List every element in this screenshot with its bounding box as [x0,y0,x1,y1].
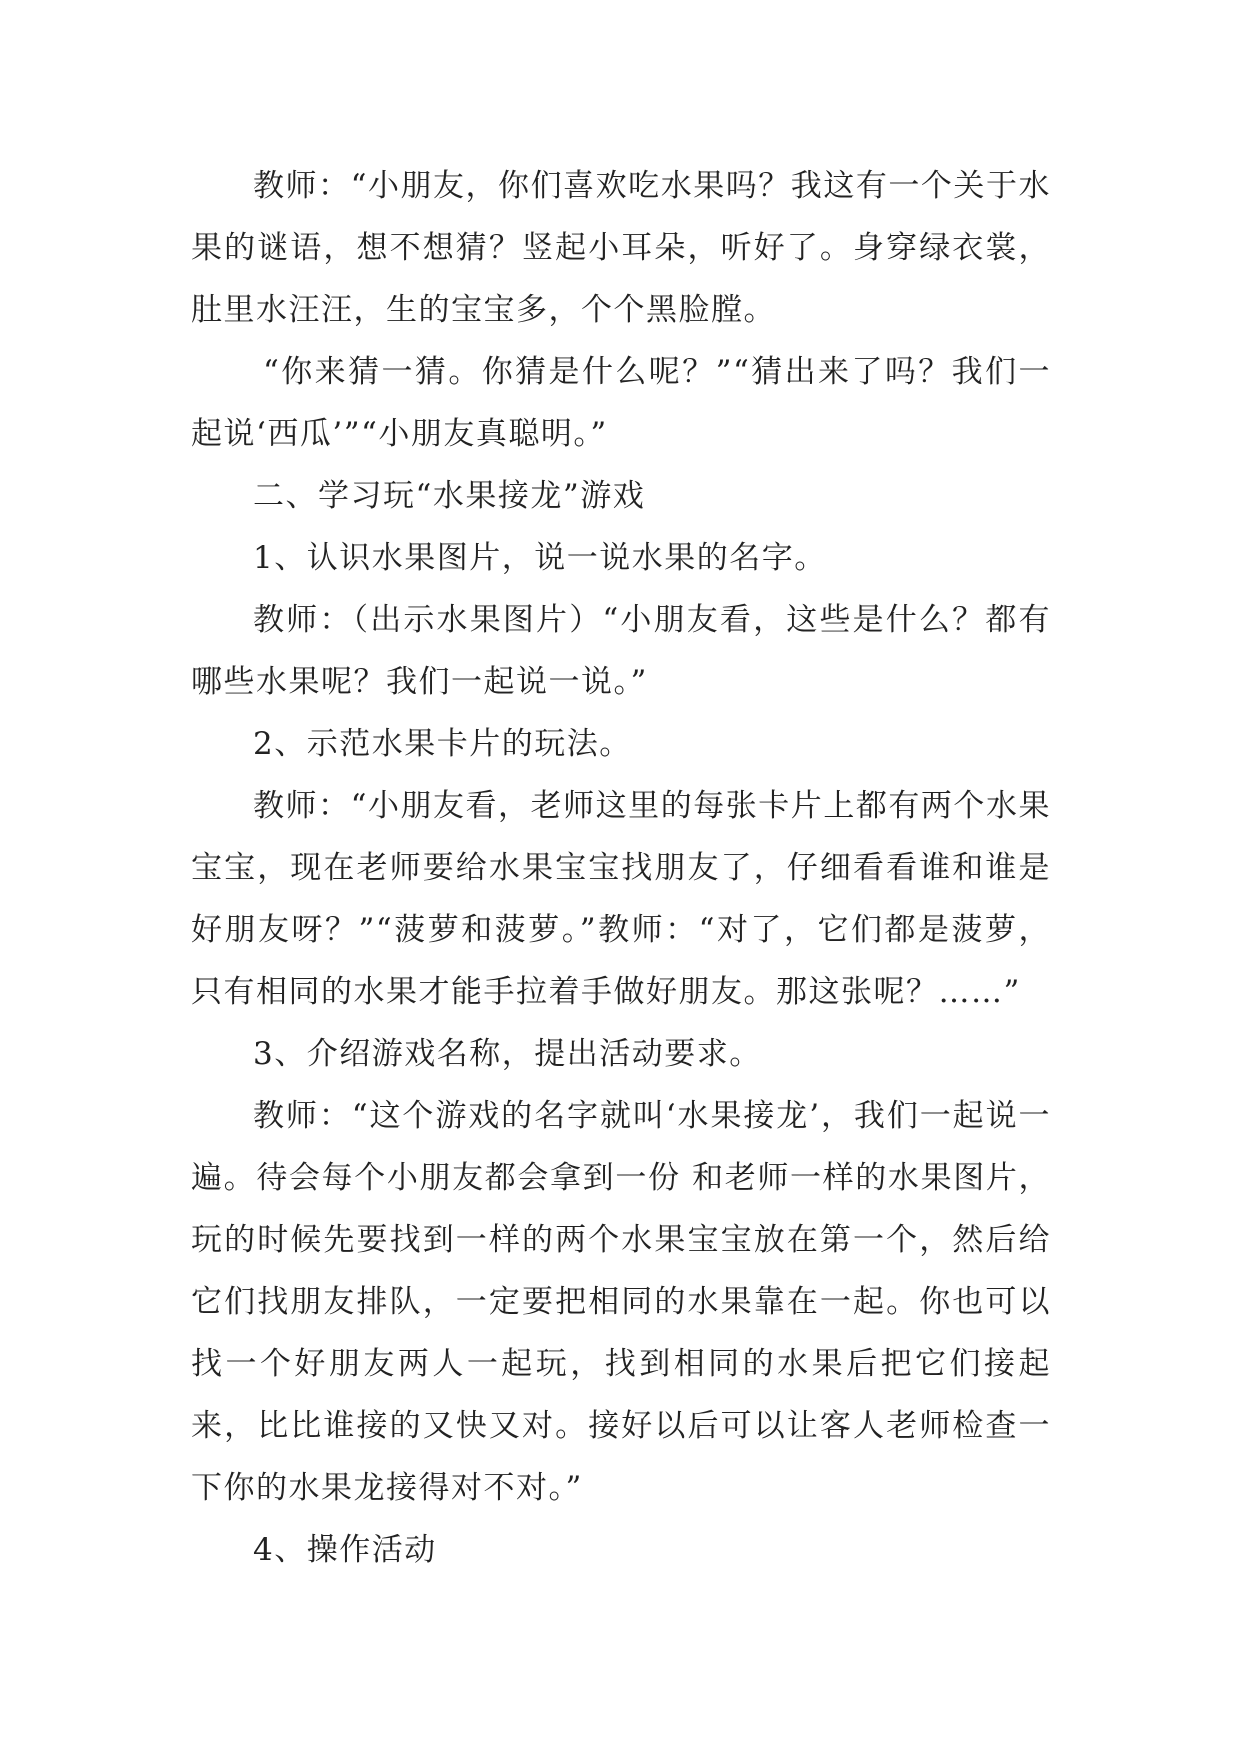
paragraph-demo-cards: 教师：“小朋友看，老师这里的每张卡片上都有两个水果宝宝，现在老师要给水果宝宝找朋友了，仔细看看谁和谁是好朋友呀？”“菠萝和菠萝。”教师：“对了，它们都是菠萝，只有相同的水果才能手拉着手做好朋友。那这张呢？……” [191,788,1051,1010]
paragraph-guess: “你来猜一猜。你猜是什么呢？”“猜出来了吗？我们一起说‘西瓜’”“小朋友真聪明。” [191,354,1051,452]
step-1-heading: 1、认识水果图片，说一说水果的名字。 [253,540,827,576]
document-body [191,155,1051,1581]
step-3-heading: 3、介绍游戏名称，提出活动要求。 [253,1036,762,1072]
step-4-heading: 4、操作活动 [253,1532,437,1568]
paragraph-riddle-intro: 教师：“小朋友，你们喜欢吃水果吗？我这有一个关于水果的谜语，想不想猜？竖起小耳朵，听好了。身穿绿衣裳，肚里水汪汪，生的宝宝多，个个黑脸膛。 [191,168,1051,328]
section-heading-2: 二、学习玩“水果接龙”游戏 [253,478,646,514]
paragraph-show-pictures: 教师：（出示水果图片）“小朋友看，这些是什么？都有哪些水果呢？我们一起说一说。” [191,602,1051,700]
paragraph-game-rules: 教师：“这个游戏的名字就叫‘水果接龙’，我们一起说一遍。待会每个小朋友都会拿到一份 和老师一样的水果图片，玩的时候先要找到一样的两个水果宝宝放在第一个，然后给它们找朋友排队，一定要把相同的水果靠在一起。你也可以找一个好朋友两人一起玩，找到相同的水果后把它们接起来，比比谁接的又快又对。接好以后可以让客人老师检查一下你的水果龙接得对不对。” [191,1098,1051,1506]
step-2-heading: 2、示范水果卡片的玩法。 [253,726,632,762]
